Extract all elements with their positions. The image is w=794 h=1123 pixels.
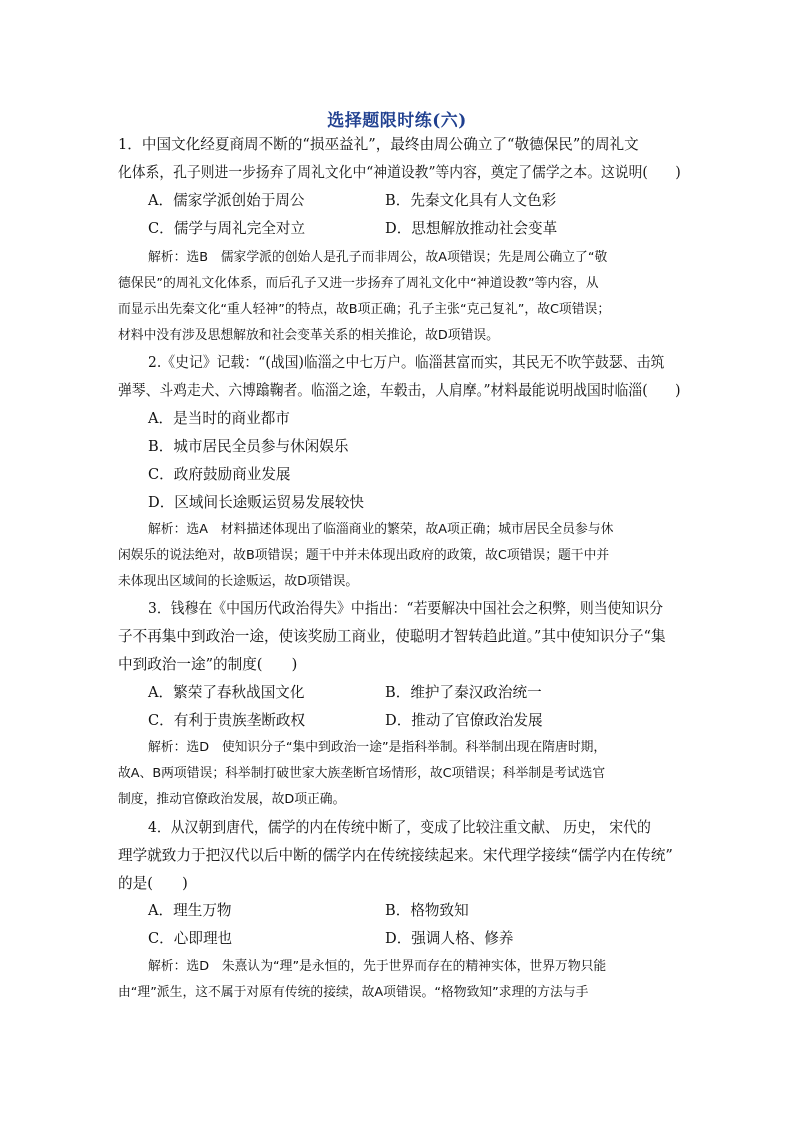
question-3-analysis-line-1: 解析：选D 使知识分子“集中到政治一途”是指科举制。科举制出现在隋唐时期，	[148, 740, 607, 755]
question-3-analysis-line-3: 制度，推动官僚政治发展，故D项正确。	[118, 792, 346, 807]
question-2-analysis-line-1: 解析：选A 材料描述体现出了临淄商业的繁荣，故A项正确；城市居民全员参与休	[148, 522, 614, 537]
question-2-option-a: A．是当时的商业都市	[148, 410, 290, 427]
question-4-line-2: 理学就致力于把汉代以后中断的儒学内在传统接续起来。宋代理学接续“儒学内在传统”	[118, 847, 673, 864]
question-3-analysis-line-2: 故A、B两项错误；科举制打破世家大族垄断官场情形，故C项错误；科举制是考试选官	[118, 766, 606, 781]
question-3-line-1: 3．钱穆在《中国历代政治得失》中指出：“若要解决中国社会之积弊，则当使知识分	[148, 600, 664, 617]
question-3-option-b: B．维护了秦汉政治统一	[385, 684, 542, 701]
question-1-analysis-line-3: 而显示出先秦文化“重人轻神”的特点，故B项正确；孔子主张“克己复礼”，故C项错误；	[118, 302, 611, 317]
question-2-analysis-line-2: 闲娱乐的说法绝对，故B项错误；题干中并未体现出政府的政策，故C项错误；题干中并	[118, 548, 610, 563]
question-4-line-3: 的是( )	[118, 875, 188, 892]
question-3-line-2: 子不再集中到政治一途，使该奖励工商业，使聪明才智转趋此道。”其中使知识分子“集	[118, 628, 666, 645]
question-4-analysis-line-1: 解析：选D 朱熹认为“理”是永恒的，先于世界而存在的精神实体，世界万物只能	[148, 959, 607, 974]
question-4-option-d: D．强调人格、修养	[385, 930, 514, 947]
question-1-option-b: B．先秦文化具有人文色彩	[385, 192, 557, 209]
question-1-option-a: A．儒家学派创始于周公	[148, 192, 305, 209]
question-1-line-1: 1．中国文化经夏商周不断的“损巫益礼”，最终由周公确立了“敬德保民”的周礼文	[118, 136, 639, 153]
question-1-option-c: C．儒学与周礼完全对立	[148, 220, 306, 237]
question-2-line-2: 弹琴、斗鸡走犬、六博蹹鞠者。临淄之途，车毂击，人肩摩。”材料最能说明战国时临淄( )	[118, 382, 681, 399]
question-1-analysis-line-2: 德保民”的周礼文化体系，而后孔子又进一步扬弃了周礼文化中“神道设教”等内容，从	[118, 276, 599, 291]
page-title: 选择题限时练(六)	[327, 111, 467, 131]
question-3-option-a: A．繁荣了春秋战国文化	[148, 684, 305, 701]
question-2-analysis-line-3: 未体现出区域间的长途贩运，故D项错误。	[118, 574, 359, 589]
question-4-option-a: A．理生万物	[148, 902, 232, 919]
question-1-analysis-line-4: 材料中没有涉及思想解放和社会变革关系的相关推论，故D项错误。	[118, 328, 499, 343]
question-2-option-b: B．城市居民全员参与休闲娱乐	[148, 438, 349, 455]
question-1-line-2: 化体系，孔子则进一步扬弃了周礼文化中“神道设教”等内容，奠定了儒学之本。这说明( )	[118, 164, 681, 181]
question-2-option-c: C．政府鼓励商业发展	[148, 466, 291, 483]
question-1-analysis-line-1: 解析：选B 儒家学派的创始人是孔子而非周公，故A项错误；先是周公确立了“敬	[148, 250, 608, 265]
question-4-line-1: 4．从汉朝到唐代，儒学的内在传统中断了，变成了比较注重文献、 历史， 宋代的	[148, 819, 651, 836]
question-4-option-c: C．心即理也	[148, 930, 233, 947]
question-2-line-1: 2.《史记》记载：“(战国)临淄之中七万户。临淄甚富而实，其民无不吹竽鼓瑟、击筑	[148, 354, 665, 371]
question-3-line-3: 中到政治一途”的制度( )	[118, 656, 298, 673]
question-4-option-b: B．格物致知	[385, 902, 469, 919]
question-3-option-d: D．推动了官僚政治发展	[385, 712, 543, 729]
question-3-option-c: C．有利于贵族垄断政权	[148, 712, 306, 729]
question-4-analysis-line-2: 由“理”派生，这不属于对原有传统的接续，故A项错误。“格物致知”求理的方法与手	[118, 985, 589, 1000]
question-2-option-d: D．区域间长途贩运贸易发展较快	[148, 494, 365, 511]
question-1-option-d: D．思想解放推动社会变革	[385, 220, 558, 237]
